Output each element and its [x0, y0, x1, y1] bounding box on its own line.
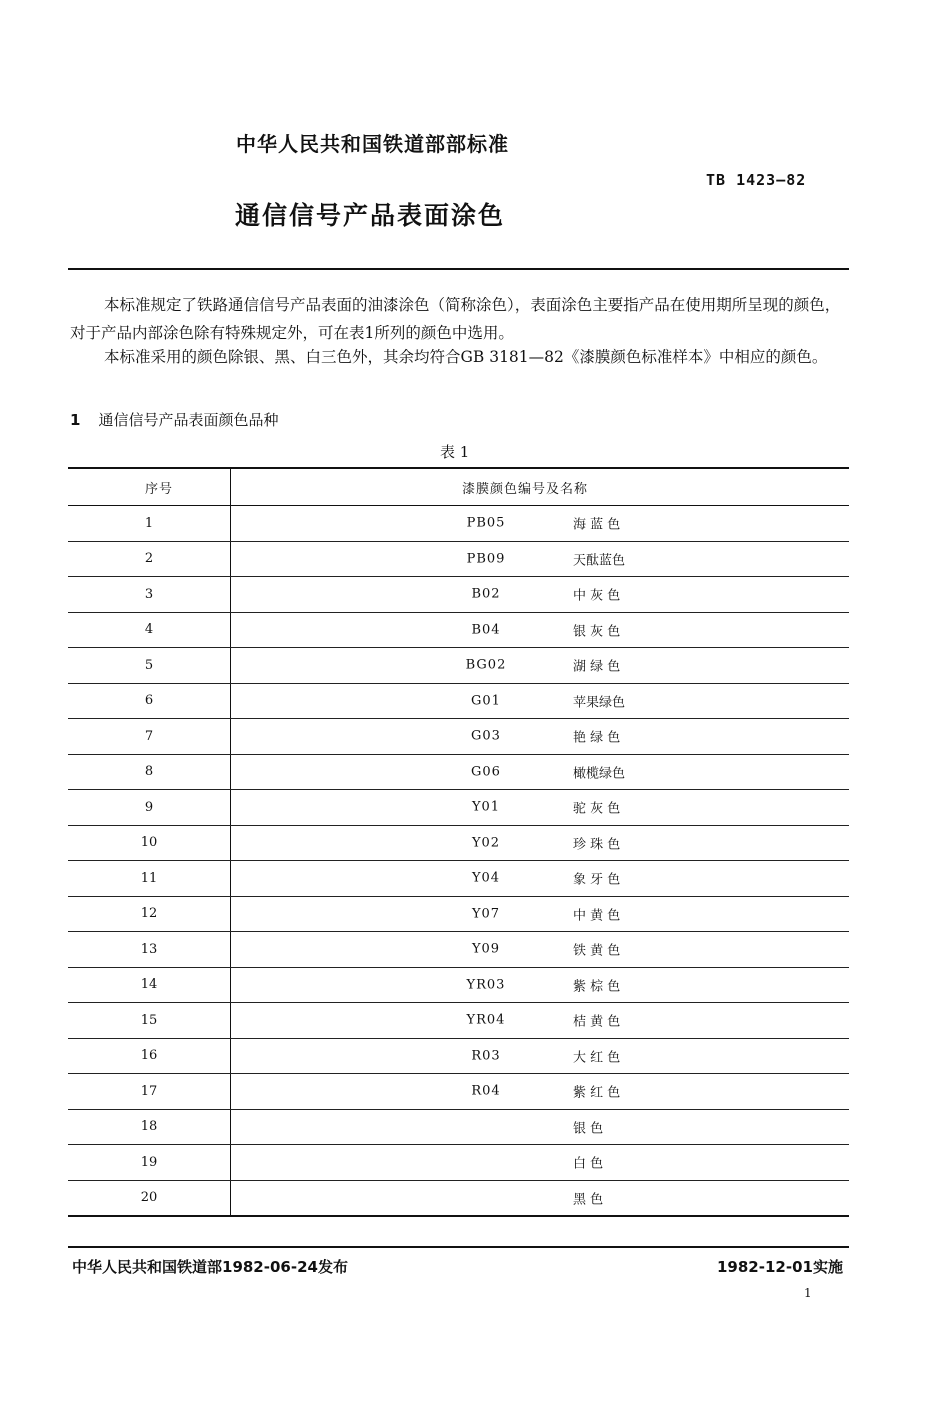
table-caption: 表 1 — [440, 443, 470, 461]
row-index: 1 — [68, 506, 231, 542]
color-code: YR04 — [466, 1012, 506, 1028]
row-color-cell — [231, 825, 850, 861]
table-row — [68, 577, 849, 613]
table-row — [68, 541, 849, 577]
color-code: R03 — [471, 1048, 501, 1064]
color-name: 珍 珠 色 — [573, 837, 621, 853]
color-name: 铁 黄 色 — [573, 943, 621, 959]
color-code: YR03 — [466, 977, 506, 993]
row-index: 13 — [68, 932, 231, 968]
row-index: 12 — [68, 896, 231, 932]
footer-divider — [68, 1246, 849, 1248]
row-index: 6 — [68, 683, 231, 719]
color-table — [68, 467, 849, 1217]
color-code: G01 — [471, 693, 501, 709]
row-index: 11 — [68, 861, 231, 897]
document-title: 通信信号产品表面涂色 — [235, 201, 506, 230]
color-name: 天酞蓝色 — [573, 553, 626, 569]
intro-paragraph-1-text: 本标准规定了铁路通信信号产品表面的油漆涂色（简称涂色），表面涂色主要指产品在使用期所呈现的颜色，对于产品内部涂色除有特殊规定外，可在表1所列的颜色中选用。 — [70, 296, 841, 342]
color-name: 苹果绿色 — [573, 695, 626, 711]
row-index: 19 — [68, 1145, 231, 1181]
row-color-cell — [231, 1003, 850, 1039]
row-color-cell — [231, 683, 850, 719]
color-name: 中 灰 色 — [573, 588, 621, 604]
color-code: B02 — [471, 586, 501, 602]
row-index: 18 — [68, 1109, 231, 1145]
color-name: 艳 绿 色 — [573, 730, 621, 746]
row-color-cell — [231, 612, 850, 648]
row-index: 15 — [68, 1003, 231, 1039]
issue-date: 中华人民共和国铁道部1982-06-24发布 — [72, 1258, 348, 1276]
row-index: 16 — [68, 1038, 231, 1074]
header-color-code-name: 漆膜颜色编号及名称 — [231, 468, 850, 506]
standard-code: TB 1423—82 — [706, 171, 807, 189]
row-color-cell — [231, 541, 850, 577]
row-color-cell — [231, 861, 850, 897]
row-index: 9 — [68, 790, 231, 826]
color-code: PB05 — [466, 515, 506, 531]
table-row — [68, 612, 849, 648]
table-row — [68, 719, 849, 755]
row-color-cell — [231, 577, 850, 613]
row-color-cell — [231, 1038, 850, 1074]
intro-paragraph-2 — [70, 343, 850, 371]
table-row — [68, 896, 849, 932]
row-color-cell — [231, 1145, 850, 1181]
page-number: 1 — [804, 1286, 812, 1300]
section-heading — [70, 409, 278, 430]
row-color-cell — [231, 1180, 850, 1216]
row-color-cell — [231, 1074, 850, 1110]
issuing-authority-title: 中华人民共和国铁道部部标准 — [236, 132, 509, 156]
row-index: 17 — [68, 1074, 231, 1110]
row-color-cell — [231, 790, 850, 826]
row-color-cell — [231, 967, 850, 1003]
row-color-cell — [231, 932, 850, 968]
color-name: 黑 色 — [573, 1192, 604, 1208]
color-code: G03 — [471, 728, 501, 744]
table-header-row — [68, 468, 849, 506]
color-code: Y04 — [471, 870, 501, 886]
table-row — [68, 790, 849, 826]
table-row — [68, 1074, 849, 1110]
color-code: R04 — [471, 1083, 501, 1099]
effective-date: 1982-12-01实施 — [717, 1258, 843, 1276]
table-row — [68, 861, 849, 897]
color-name: 中 黄 色 — [573, 908, 621, 924]
color-name: 银 灰 色 — [573, 624, 621, 640]
row-color-cell — [231, 896, 850, 932]
row-color-cell — [231, 648, 850, 684]
table-row — [68, 967, 849, 1003]
color-name: 海 蓝 色 — [573, 517, 621, 533]
color-code: G06 — [471, 764, 501, 780]
table-row — [68, 1038, 849, 1074]
table-row — [68, 932, 849, 968]
color-name: 桔 黄 色 — [573, 1014, 621, 1030]
intro-paragraph-2-text: 本标准采用的颜色除银、黑、白三色外，其余均符合GB 3181—82《漆膜颜色标准样本》中相应的颜色。 — [104, 348, 828, 366]
row-index: 8 — [68, 754, 231, 790]
row-color-cell — [231, 506, 850, 542]
color-name: 橄榄绿色 — [573, 766, 626, 782]
table-row — [68, 1180, 849, 1216]
color-code: Y02 — [471, 835, 501, 851]
section-title: 通信信号产品表面颜色品种 — [98, 411, 279, 429]
color-name: 紫 棕 色 — [573, 979, 621, 995]
table-row — [68, 825, 849, 861]
color-name: 银 色 — [573, 1121, 604, 1137]
table-row — [68, 506, 849, 542]
color-name: 紫 红 色 — [573, 1085, 621, 1101]
table-row — [68, 683, 849, 719]
color-code: PB09 — [466, 551, 506, 567]
row-color-cell — [231, 719, 850, 755]
row-index: 4 — [68, 612, 231, 648]
color-name: 白 色 — [573, 1156, 604, 1172]
row-index: 7 — [68, 719, 231, 755]
row-index: 3 — [68, 577, 231, 613]
color-name: 驼 灰 色 — [573, 801, 621, 817]
table-row — [68, 1145, 849, 1181]
color-code: B04 — [471, 622, 501, 638]
table-row — [68, 648, 849, 684]
color-code: BG02 — [465, 657, 507, 673]
color-name: 象 牙 色 — [573, 872, 621, 888]
row-index: 14 — [68, 967, 231, 1003]
table-row — [68, 1109, 849, 1145]
color-name: 湖 绿 色 — [573, 659, 621, 675]
row-color-cell — [231, 754, 850, 790]
section-number: 1 — [70, 411, 81, 429]
header-divider — [68, 268, 849, 270]
color-code: Y07 — [471, 906, 501, 922]
table-row — [68, 1003, 849, 1039]
color-code: Y09 — [471, 941, 501, 957]
intro-paragraph-1 — [70, 291, 850, 347]
row-index: 2 — [68, 541, 231, 577]
row-index: 5 — [68, 648, 231, 684]
header-index: 序号 — [68, 468, 231, 506]
row-color-cell — [231, 1109, 850, 1145]
color-name: 大 红 色 — [573, 1050, 621, 1066]
row-index: 10 — [68, 825, 231, 861]
table-row — [68, 754, 849, 790]
row-index: 20 — [68, 1180, 231, 1216]
color-code: Y01 — [471, 799, 501, 815]
